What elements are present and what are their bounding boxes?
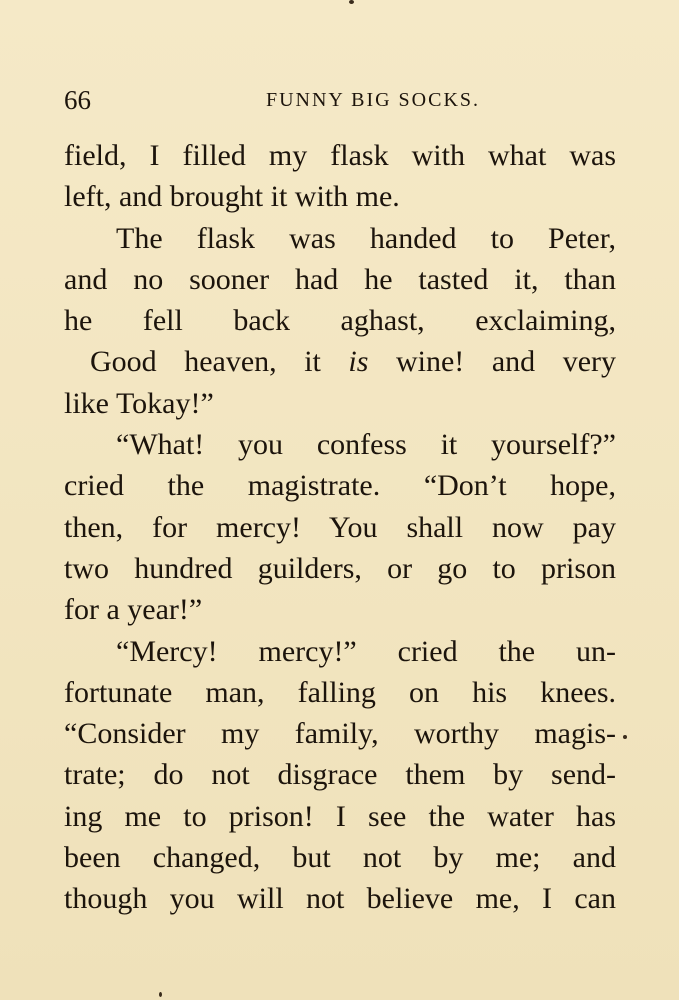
running-title: FUNNY BIG SOCKS. [265,89,481,111]
ink-speck [159,992,162,997]
text-line: like Tokay!” [64,386,214,420]
text-line: and no sooner had he tasted it, than [64,262,616,296]
text-line: left, and brought it with me. [64,180,400,214]
text-line: fortunate man, falling on his knees. [64,675,616,709]
text-line: “Consider my family, worthy magis- [64,717,616,751]
text-line: then, for mercy! You shall now pay [64,510,616,544]
page-header [64,82,616,118]
body-text [64,135,616,920]
text-line: been changed, but not by me; and [64,841,616,875]
text-line: ing me to prison! I see the water has [64,799,616,833]
text-line: field, I filled my flask with what was [64,139,616,172]
text-line: “What! you confess it yourself?” [116,428,616,462]
text-line: “Mercy! mercy!” cried the un- [116,634,616,668]
text-line: though you will not believe me, I can [64,882,616,916]
text-line: for a year!” [64,593,203,627]
text-line: trate; do not disgrace them by send- [64,758,616,792]
text-line: cried the magistrate. “Don’t hope, [64,469,616,503]
text-line: The flask was handed to Peter, [116,221,616,255]
ink-speck [623,735,627,739]
text-line: Good heaven, it is wine! and very [90,345,616,379]
text-line: two hundred guilders, or go to prison [64,551,616,585]
text-line: he fell back aghast, exclaiming, [64,304,616,338]
emphasis: is [348,345,369,379]
page-number: 66 [64,85,91,115]
ink-speck [349,0,354,4]
